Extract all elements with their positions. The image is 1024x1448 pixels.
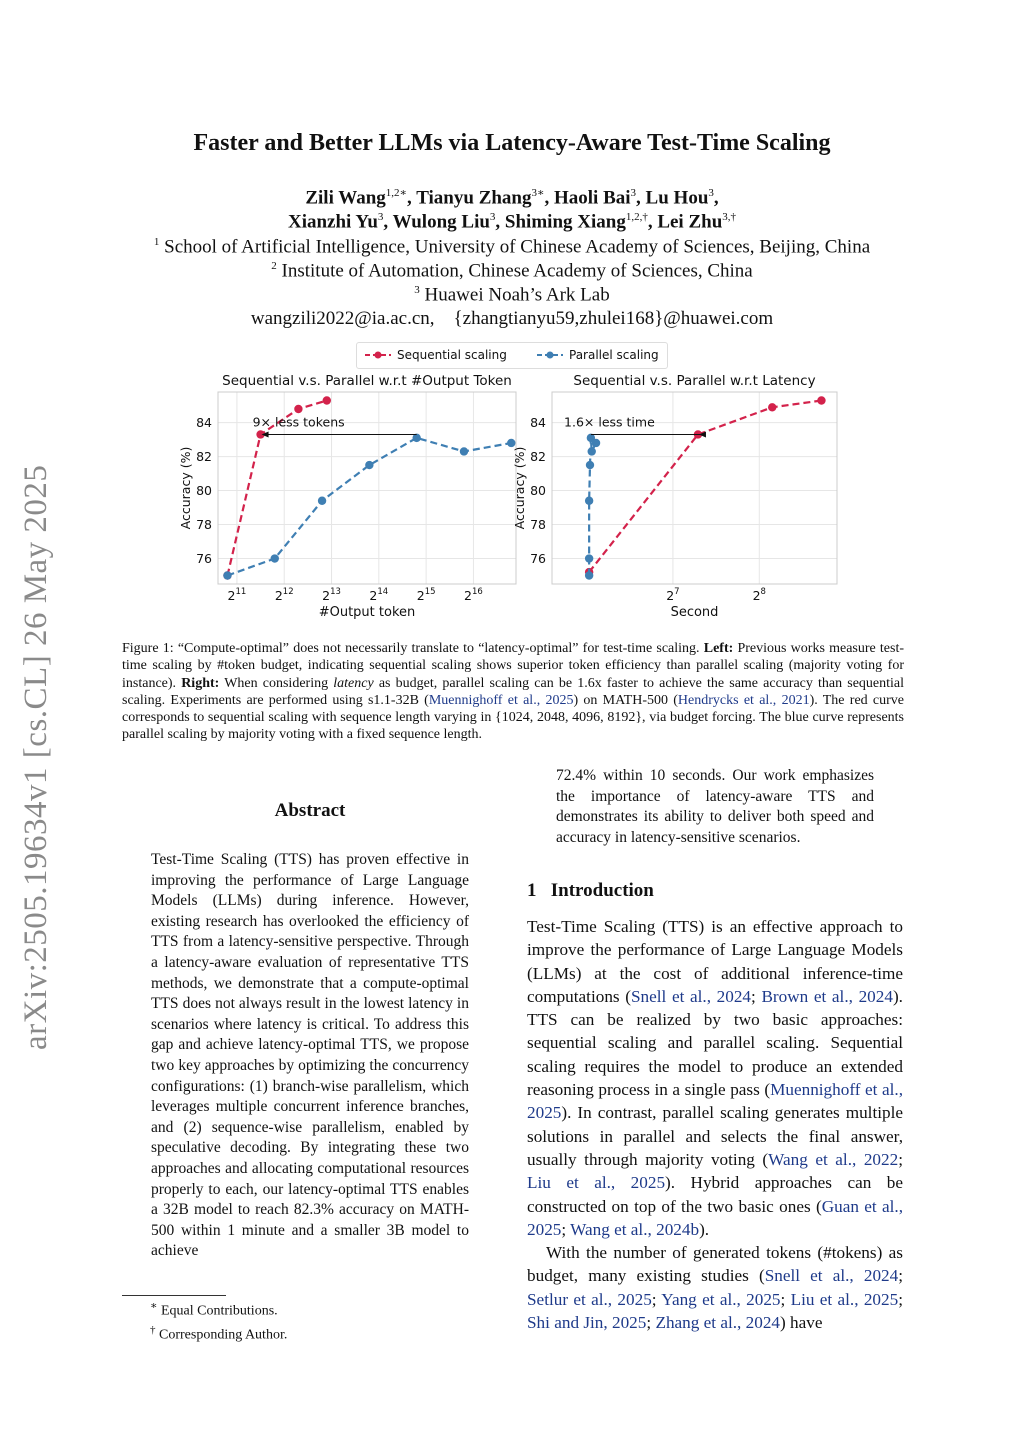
x-axis-label: #Output token xyxy=(318,605,416,620)
footnote: † Corresponding Author. xyxy=(150,1323,288,1343)
data-point xyxy=(323,396,331,404)
arxiv-side-stamp: arXiv:2505.19634v1 [cs.CL] 26 May 2025 xyxy=(18,464,54,1050)
legend-parallel-label: Parallel scaling xyxy=(569,348,659,362)
author: Shiming Xiang xyxy=(504,211,626,233)
abstract-text: Test-Time Scaling (TTS) has proven effective in improving the performance of Large Language Models (LLMs) during inference. However, existing research has overlooked the efficiency of TTS from a latency-sensitive perspective. Through a latency-aware evaluation of representative TTS methods, we demonstrate that a compute-optimal TTS does not always result in the lowest latency in scenarios where latency is critical. To address this gap and achieve latency-optimal TTS, we propose two key approaches by optimizing the concurrency configurations: (1) branch-wise parallelism, which leverages multiple concurrent inference branches, and (2) sequence-wise parallelism, enabled by speculative decoding. By integrating these two approaches and allocating computational resources properly to each, our latency-optimal TTS enables a 32B model to reach 82.3% accuracy on MATH-500 within 1 minute and a smaller 3B model to achieve xyxy=(151,851,469,1260)
y-axis-label: Accuracy (%) xyxy=(512,446,527,530)
data-point xyxy=(223,571,231,579)
x-tick-label: $2^8$ xyxy=(752,587,766,603)
chart-token-budget xyxy=(180,370,525,620)
author: Haoli Bai xyxy=(554,187,631,209)
author-emails: wangzili2022@ia.ac.cn, {zhangtianyu59,zhulei168}@huawei.com xyxy=(250,308,774,329)
citation-link[interactable]: Muennighoff et al., 2025 xyxy=(428,692,574,708)
section-heading-introduction: 1 Introduction xyxy=(527,880,654,901)
abstract-heading: Abstract xyxy=(274,800,346,821)
author: Wulong Liu xyxy=(392,211,490,233)
footnote-rule xyxy=(122,1295,226,1296)
affiliation-3: $^3$ Huawei Noah’s Ark Lab xyxy=(414,284,610,306)
y-tick-label: 80 xyxy=(196,483,212,499)
x-axis-label: Second xyxy=(670,605,719,620)
annotation-label: 9× less tokens xyxy=(252,414,345,430)
citation-link[interactable]: Muennighoff et al., 2025 xyxy=(527,1080,903,1123)
paragraph: With the number of generated tokens (#tokens) as budget, many existing studies (Snell et al., 2024; Setlur et al., 2025; Yang et al., 2025; Liu et al., 2025; Shi and Jin, 2025; Zhang et al., 2024) have xyxy=(527,1243,904,1333)
citation-link[interactable]: Setlur et al., 2025 xyxy=(527,1289,652,1309)
abstract-text-continued: 72.4% within 10 seconds. Our work emphasizes the importance of latency-aware TTS and demonstrates its ability to deliver both speed and accuracy in latency-sensitive scenarios. xyxy=(556,767,874,846)
data-point xyxy=(592,439,600,447)
citation-link[interactable]: Brown et al., 2024 xyxy=(761,986,893,1006)
x-tick-label: $2^7$ xyxy=(666,587,680,603)
citation-link[interactable]: Liu et al., 2025 xyxy=(790,1289,899,1309)
annotation-label: 1.6× less time xyxy=(564,414,655,430)
citation-link[interactable]: Zhang et al., 2024 xyxy=(655,1313,781,1333)
author-line-1: Zili Wang$^{1,2∗}$, Tianyu Zhang$^{3∗}$, Haoli Bai$^3$, Lu Hou$^3$, xyxy=(305,187,719,209)
y-tick-label: 78 xyxy=(196,517,212,533)
figure-caption: Figure 1: “Compute-optimal” does not necessarily translate to “latency-optimal” for test-time scaling. Left: Previous works measure test-time scaling by #token budget, indicating sequential scaling shows superior token efficiency than parallel scaling (majority voting for instance). Right: When considering latency as budget, parallel scaling can be 1.6x faster to achieve the same accuracy than sequential scaling. Experiments are performed using s1.1-32B (Muennighoff et al., 2025) on MATH-500 (Hendrycks et al., 2021). The red curve corresponds to sequential scaling with sequence length varying in {1024, 2048, 4096, 8192}, via budget forcing. The blue curve represents parallel scaling by majority voting with a fixed sequence length. xyxy=(122,641,905,743)
x-tick-label: $2^{14}$ xyxy=(369,587,389,603)
citation-link[interactable]: Guan et al., 2025 xyxy=(527,1196,904,1239)
x-tick-label: $2^{16}$ xyxy=(464,587,483,603)
y-tick-label: 76 xyxy=(530,551,546,567)
data-point xyxy=(460,447,468,455)
data-point xyxy=(365,461,373,469)
data-point xyxy=(318,497,326,505)
chart-title: Sequential v.s. Parallel w.r.t #Output Token xyxy=(222,373,512,389)
y-tick-label: 80 xyxy=(530,483,546,499)
x-tick-label: $2^{15}$ xyxy=(416,587,436,603)
y-tick-label: 76 xyxy=(196,551,212,567)
author: Zili Wang xyxy=(305,187,386,209)
footnotes xyxy=(150,1297,287,1344)
footnote: ∗ Equal Contributions. xyxy=(150,1300,278,1319)
data-point xyxy=(271,554,279,562)
citation-link[interactable]: Hendrycks et al., 2021 xyxy=(677,692,810,708)
data-point xyxy=(586,461,594,469)
citation-link[interactable]: Wang et al., 2024b xyxy=(570,1219,700,1239)
data-point xyxy=(585,571,593,579)
author: Lu Hou xyxy=(645,187,709,209)
citation-link[interactable]: Shi and Jin, 2025 xyxy=(527,1313,647,1333)
introduction-body xyxy=(527,915,903,1334)
x-tick-label: $2^{13}$ xyxy=(322,587,341,603)
author: Xianzhi Yu xyxy=(287,211,378,233)
y-axis-label: Accuracy (%) xyxy=(178,446,193,530)
y-tick-label: 78 xyxy=(530,517,546,533)
author-line-2: Xianzhi Yu$^3$, Wulong Liu$^3$, Shiming Xiang$^{1,2,\dagger}$, Lei Zhu$^{3,\dagger}$ xyxy=(287,211,737,233)
author: Lei Zhu xyxy=(657,211,723,233)
y-tick-label: 82 xyxy=(196,449,212,465)
citation-link[interactable]: Wang et al., 2022 xyxy=(768,1149,899,1169)
y-tick-label: 84 xyxy=(530,415,546,431)
data-point xyxy=(294,405,302,413)
author: Tianyu Zhang xyxy=(416,187,532,209)
paragraph: Test-Time Scaling (TTS) is an effective approach to improve the performance of Large Language Models (LLMs) at the cost of additional inference-time computations (Snell et al., 2024; Brown et al., 2024). TTS can be realized by two basic approaches: sequential scaling and parallel scaling. Sequential scaling requires the model to produce an extended reasoning process in a single pass (Muennighoff et al., 2025). In contrast, parallel scaling generates multiple solutions in parallel and selects the final answer, usually through majority voting (Wang et al., 2022; Liu et al., 2025). Hybrid approaches can be constructed on top of the two basic ones (Guan et al., 2025; Wang et al., 2024b). xyxy=(527,917,904,1239)
x-tick-label: $2^{11}$ xyxy=(227,587,247,603)
data-point xyxy=(585,554,593,562)
data-point xyxy=(588,447,596,455)
citation-link[interactable]: Snell et al., 2024 xyxy=(764,1266,899,1286)
figure-legend xyxy=(356,342,668,369)
chart-latency xyxy=(510,370,850,620)
paper-title: Faster and Better LLMs via Latency-Aware Test-Time Scaling xyxy=(193,130,831,156)
y-tick-label: 82 xyxy=(530,449,546,465)
data-point xyxy=(585,497,593,505)
affiliation-1: $^1$ School of Artificial Intelligence, University of Chinese Academy of Sciences, Beijing, China xyxy=(153,236,871,258)
series-line xyxy=(227,438,511,576)
citation-link[interactable]: Liu et al., 2025 xyxy=(527,1173,666,1193)
y-tick-label: 84 xyxy=(196,415,212,431)
data-point xyxy=(768,403,776,411)
data-point xyxy=(817,396,825,404)
affiliation-2: $^2$ Institute of Automation, Chinese Academy of Sciences, China xyxy=(271,260,753,282)
legend-sequential-marker xyxy=(363,348,393,362)
legend-sequential-label: Sequential scaling xyxy=(397,348,507,362)
chart-title: Sequential v.s. Parallel w.r.t Latency xyxy=(573,373,816,389)
citation-link[interactable]: Snell et al., 2024 xyxy=(630,986,752,1006)
x-tick-label: $2^{12}$ xyxy=(274,587,294,603)
legend-parallel-marker xyxy=(535,348,565,362)
citation-link[interactable]: Yang et al., 2025 xyxy=(661,1289,781,1309)
